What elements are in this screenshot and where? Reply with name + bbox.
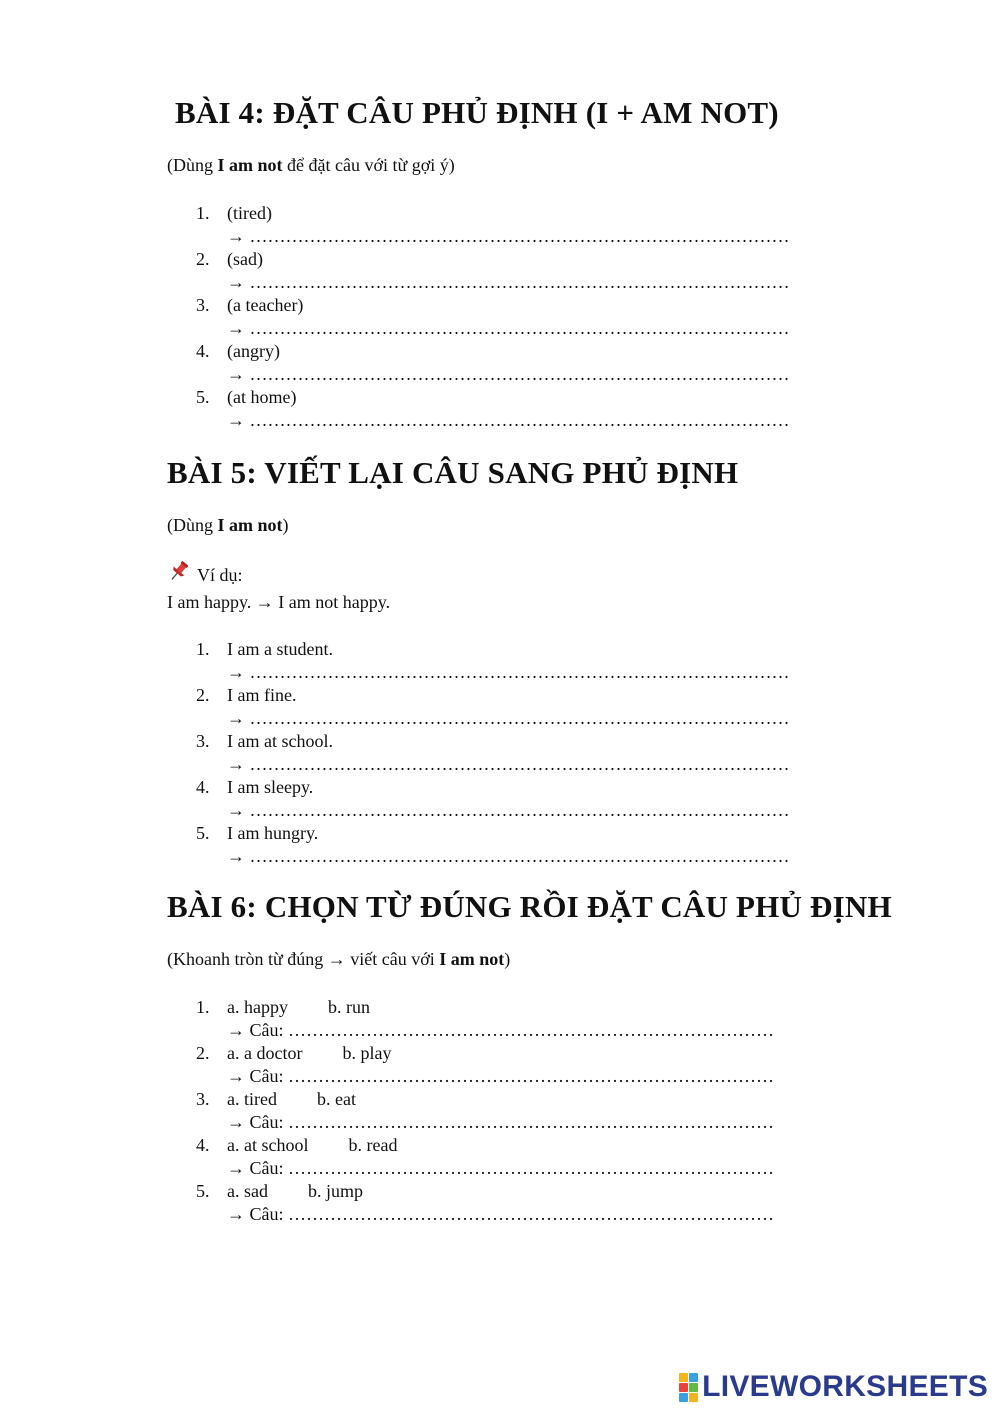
option-a[interactable]: a. a doctor	[227, 1042, 303, 1063]
exercise-6-heading-block	[167, 890, 927, 924]
answer-line[interactable]: → ………………………………………………………………………………	[227, 409, 790, 430]
exercise-5-list	[167, 638, 927, 868]
answer-line[interactable]: → ………………………………………………………………………………	[227, 845, 790, 866]
list-item: 4. I am sleepy. → ………………………………………………………………………………	[167, 776, 927, 822]
answer-line[interactable]: → ………………………………………………………………………………	[227, 661, 790, 682]
exercise-4-heading-block	[175, 96, 935, 130]
list-item: 1. I am a student. → ………………………………………………………………………………	[167, 638, 927, 684]
answer-line[interactable]: → Câu: ………………………………………………………………………	[227, 1019, 774, 1040]
exercise-5-heading-block	[167, 456, 927, 490]
answer-line[interactable]: → ………………………………………………………………………………	[227, 225, 790, 246]
list-item: 5. (at home) → ………………………………………………………………………………	[167, 386, 927, 432]
answer-line[interactable]: → Câu: ………………………………………………………………………	[227, 1157, 774, 1178]
logo-text: LIVEWORKSHEETS	[702, 1370, 988, 1403]
exercise-5-title: BÀI 5: VIẾT LẠI CÂU SANG PHỦ ĐỊNH	[167, 455, 739, 490]
option-a[interactable]: a. happy	[227, 996, 288, 1017]
pushpin-icon	[167, 559, 191, 590]
option-b[interactable]: b. read	[348, 1134, 398, 1155]
answer-line[interactable]: → ………………………………………………………………………………	[227, 753, 790, 774]
option-a[interactable]: a. at school	[227, 1134, 309, 1155]
answer-line[interactable]: → ………………………………………………………………………………	[227, 363, 790, 384]
option-a[interactable]: a. sad	[227, 1180, 268, 1201]
answer-line[interactable]: → ………………………………………………………………………………	[227, 707, 790, 728]
example-block	[167, 559, 927, 615]
list-item: 5. I am hungry. → ………………………………………………………………………………	[167, 822, 927, 868]
option-b[interactable]: b. run	[327, 996, 370, 1017]
answer-line[interactable]: → Câu: ………………………………………………………………………	[227, 1065, 774, 1086]
list-item: 2. (sad) → ………………………………………………………………………………	[167, 248, 927, 294]
answer-line[interactable]: → ………………………………………………………………………………	[227, 799, 790, 820]
example-label: Ví dụ:	[197, 564, 243, 585]
list-item: 2. I am fine. → ………………………………………………………………………………	[167, 684, 927, 730]
liveworksheets-logo-icon	[679, 1373, 698, 1402]
list-item: 3. (a teacher) → ………………………………………………………………………………	[167, 294, 927, 340]
exercise-4	[167, 155, 927, 432]
option-a[interactable]: a. tired	[227, 1088, 277, 1109]
exercise-4-instruction: (Dùng I am not để đặt câu với từ gợi ý)	[167, 155, 455, 175]
option-b[interactable]: b. play	[342, 1042, 392, 1063]
option-b[interactable]: b. eat	[316, 1088, 356, 1109]
list-item: 2. a. a doctor b. play → Câu: ………………………………………………………………………	[167, 1042, 927, 1088]
example-label-row	[167, 559, 927, 590]
exercise-6	[167, 949, 927, 1226]
exercise-6-list	[167, 996, 927, 1226]
answer-line[interactable]: → Câu: ………………………………………………………………………	[227, 1111, 774, 1132]
exercise-6-title: BÀI 6: CHỌN TỪ ĐÚNG RỒI ĐẶT CÂU PHỦ ĐỊNH	[167, 889, 892, 924]
liveworksheets-logo[interactable]	[679, 1370, 988, 1404]
exercise-5-instruction: (Dùng I am not)	[167, 515, 289, 535]
list-item: 1. a. happy b. run → Câu: ………………………………………………………………………	[167, 996, 927, 1042]
answer-line[interactable]: → ………………………………………………………………………………	[227, 271, 790, 292]
exercise-5	[167, 515, 927, 868]
exercise-4-title: BÀI 4: ĐẶT CÂU PHỦ ĐỊNH (I + AM NOT)	[175, 95, 779, 130]
list-item: 5. a. sad b. jump → Câu: ………………………………………………………………………	[167, 1180, 927, 1226]
answer-line[interactable]: → Câu: ………………………………………………………………………	[227, 1203, 774, 1224]
option-b[interactable]: b. jump	[307, 1180, 363, 1201]
list-item: 3. I am at school. → ………………………………………………………………………………	[167, 730, 927, 776]
list-item: 3. a. tired b. eat → Câu: ………………………………………………………………………	[167, 1088, 927, 1134]
example-text: I am happy. → I am not happy.	[167, 591, 391, 612]
exercise-6-instruction: (Khoanh tròn từ đúng → viết câu với I am not)	[167, 949, 511, 969]
list-item: 1. (tired) → ………………………………………………………………………………	[167, 202, 927, 248]
list-item: 4. a. at school b. read → Câu: ………………………………………………………………………	[167, 1134, 927, 1180]
answer-line[interactable]: → ………………………………………………………………………………	[227, 317, 790, 338]
exercise-4-list	[167, 202, 927, 432]
list-item: 4. (angry) → ………………………………………………………………………………	[167, 340, 927, 386]
